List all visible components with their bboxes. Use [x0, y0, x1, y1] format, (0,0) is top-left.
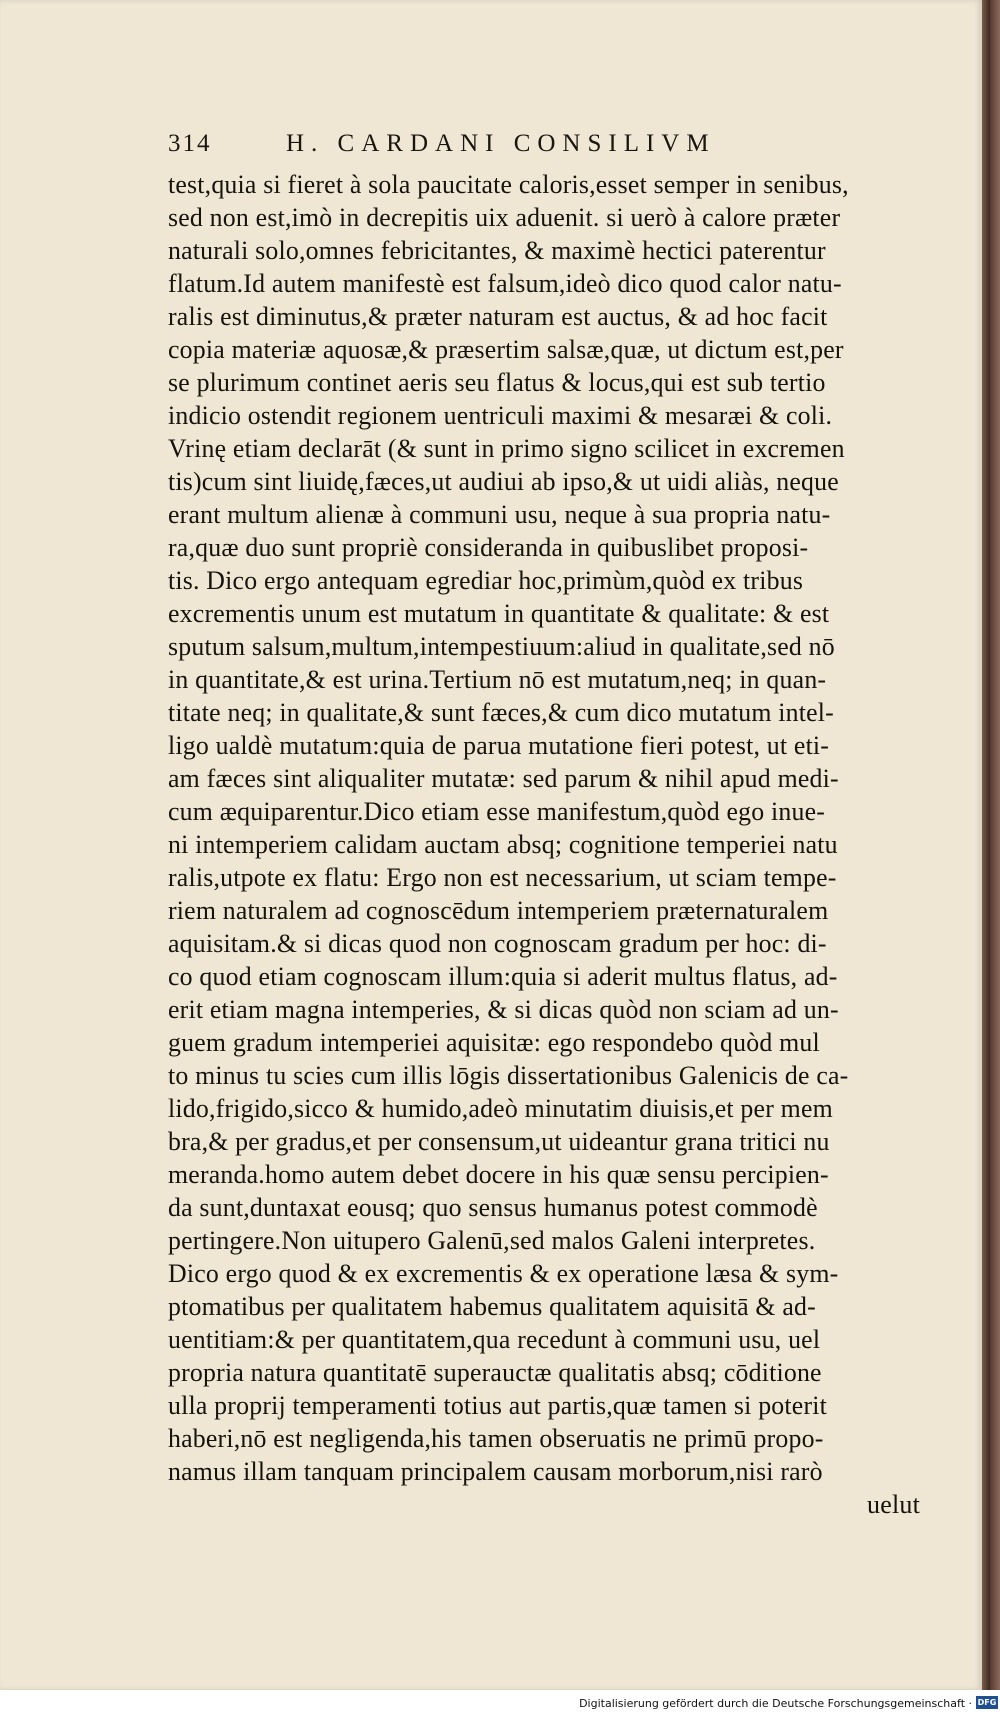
- text-line: titate neq; in qualitate,& sunt fæces,& cum dico mutatum intel-: [168, 698, 834, 727]
- text-line: se plurimum continet aeris seu flatus & locus,qui est sub tertio: [168, 368, 826, 397]
- dfg-logo: DFG: [977, 1698, 997, 1707]
- text-line: tis. Dico ergo antequam egrediar hoc,primùm,quòd ex tribus: [168, 566, 804, 595]
- text-line: Vrinę etiam declarāt (& sunt in primo signo scilicet in excremen: [168, 434, 845, 463]
- digitization-credit: Digitalisierung gefördert durch die Deutsche Forschungsgemeinschaft ·: [579, 1697, 972, 1710]
- text-line: uentitiam:& per quantitatem,qua recedunt à communi usu, uel: [168, 1325, 821, 1354]
- text-line: ra,quæ duo sunt propriè consideranda in quibuslibet proposi-: [168, 533, 809, 562]
- text-line: propria natura quantitatē superauctæ qualitatis absq; cōditione: [168, 1358, 822, 1387]
- page-edge: [982, 0, 990, 1690]
- text-line: ulla proprij temperamenti totius aut partis,quæ tamen si poterit: [168, 1391, 828, 1420]
- text-line: cum æquiparentur.Dico etiam esse manifestum,quòd ego inue-: [168, 797, 826, 826]
- text-line: test,quia si fieret à sola paucitate caloris,esset semper in senibus,: [168, 170, 849, 199]
- text-line: ligo ualdè mutatum:quia de parua mutatione fieri potest, ut eti-: [168, 731, 830, 760]
- text-line: da sunt,duntaxat eousq; quo sensus humanus potest commodè: [168, 1193, 818, 1222]
- catchword: uelut: [867, 1490, 920, 1519]
- text-line: riem naturalem ad cognoscēdum intemperiem præternaturalem: [168, 896, 829, 925]
- text-line: pertingere.Non uitupero Galenū,sed malos Galeni interpretes.: [168, 1226, 816, 1255]
- text-line: flatum.Id autem manifestè est falsum,ideò dico quod calor natu-: [168, 269, 842, 298]
- running-head: H. CARDANI CONSILIVM: [286, 130, 716, 157]
- text-line: guem gradum intemperiei aquisitæ: ego respondebo quòd mul: [168, 1028, 820, 1057]
- text-line: co quod etiam cognoscam illum:quia si aderit multus flatus, ad-: [168, 962, 838, 991]
- text-line: bra,& per gradus,et per consensum,ut uideantur grana tritici nu: [168, 1127, 830, 1156]
- text-line: ralis,utpote ex flatu: Ergo non est necessarium, ut sciam tempe-: [168, 863, 837, 892]
- text-line: erit etiam magna intemperies, & si dicas quòd non sciam ad un-: [168, 995, 839, 1024]
- text-line: Dico ergo quod & ex excrementis & ex operatione læsa & sym-: [168, 1259, 839, 1288]
- text-line: indicio ostendit regionem uentriculi maximi & mesaræi & coli.: [168, 401, 833, 430]
- text-line: naturali solo,omnes febricitantes, & maximè hectici paterentur: [168, 236, 826, 265]
- text-line: sed non est,imò in decrepitis uix aduenit. si uerò à calore præter: [168, 203, 841, 232]
- text-line: ptomatibus per qualitatem habemus qualitatem aquisitā & ad-: [168, 1292, 816, 1321]
- text-line: lido,frigido,sicco & humido,adeò minutatim diuisis,et per mem: [168, 1094, 833, 1123]
- text-line: namus illam tanquam principalem causam morborum,nisi rarò: [168, 1457, 823, 1486]
- text-line: am fæces sint aliqualiter mutatæ: sed parum & nihil apud medi-: [168, 764, 839, 793]
- text-line: to minus tu scies cum illis lōgis dissertationibus Galenicis de ca-: [168, 1061, 849, 1090]
- text-line: ni intemperiem calidam auctam absq; cognitione temperiei natu: [168, 830, 838, 859]
- text-line: tis)cum sint liuidę,fæces,ut audiui ab ipso,& ut uidi aliàs, neque: [168, 467, 839, 496]
- text-line: erant multum alienæ à communi usu, neque à sua propria natu-: [168, 500, 831, 529]
- text-line: aquisitam.& si dicas quod non cognoscam gradum per hoc: di-: [168, 929, 827, 958]
- text-line: excrementis unum est mutatum in quantitate & qualitate: & est: [168, 599, 830, 628]
- text-line: copia materiæ aquosæ,& præsertim salsæ,quæ, ut dictum est,per: [168, 335, 844, 364]
- page-header: [168, 130, 868, 166]
- text-line: in quantitate,& est urina.Tertium nō est mutatum,neq; in quan-: [168, 665, 827, 694]
- page-number: 314: [168, 130, 212, 157]
- text-line: sputum salsum,multum,intempestiuum:aliud in qualitate,sed nō: [168, 632, 835, 661]
- text-line: meranda.homo autem debet docere in his quæ sensu percipien-: [168, 1160, 829, 1189]
- text-line: haberi,nō est negligenda,his tamen obseruatis ne primū propo-: [168, 1424, 824, 1453]
- book-cover-edge: [990, 0, 1000, 1690]
- text-line: ralis est diminutus,& præter naturam est auctus, & ad hoc facit: [168, 302, 828, 331]
- body-text: [168, 168, 928, 1521]
